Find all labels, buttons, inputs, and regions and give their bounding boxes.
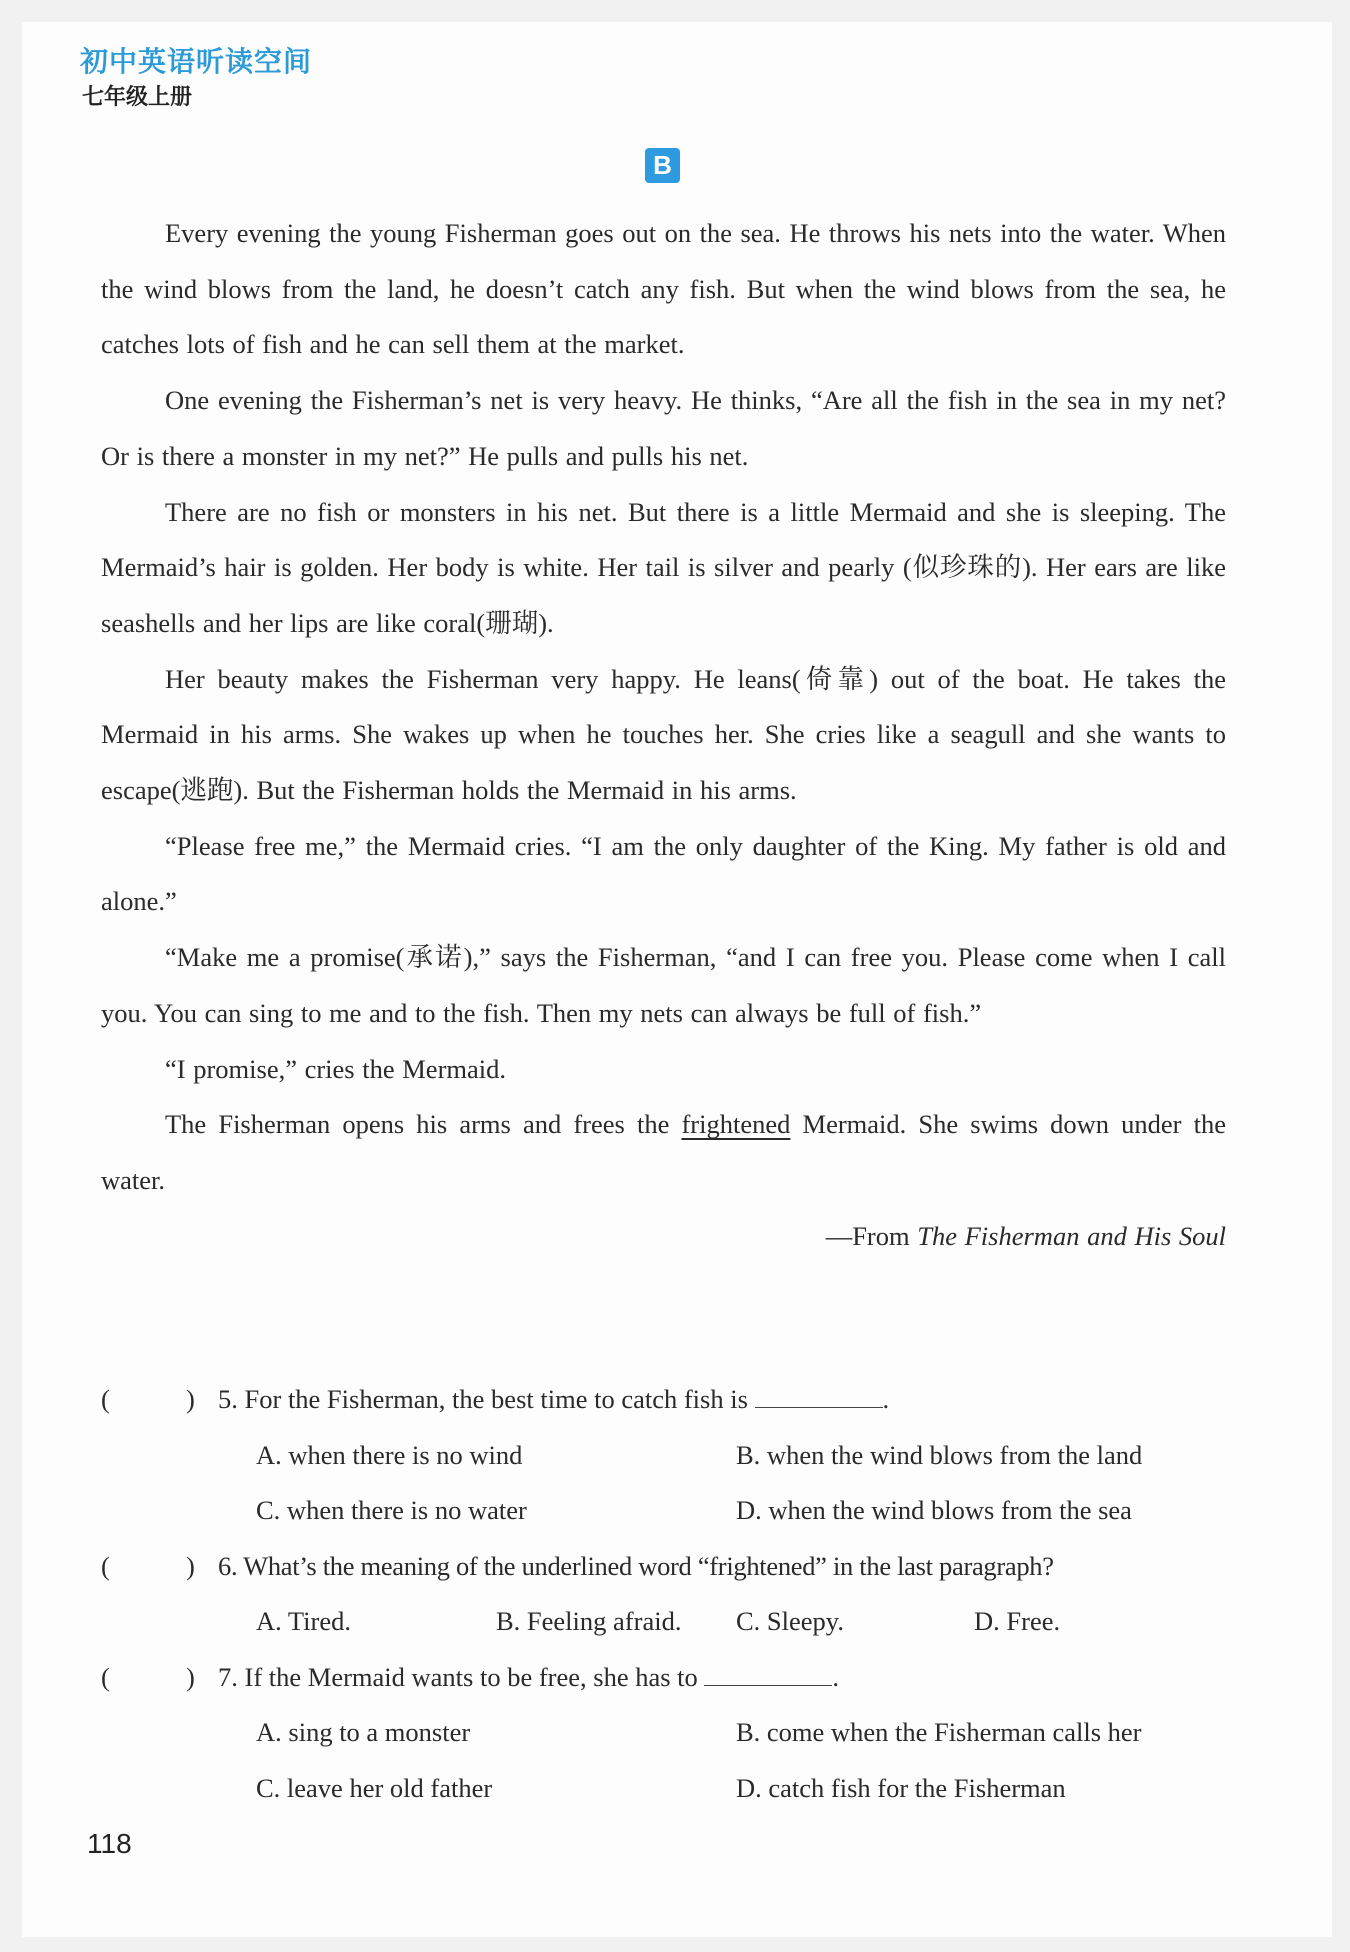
paragraph-8-end: Mermaid. She swims down under the water.	[101, 1109, 1227, 1195]
paragraph-5: “Please free me,” the Mermaid cries. “I am the only daughter of the King. My father is old and alone.”	[101, 830, 1226, 917]
option-c: C. Sleepy.	[736, 1606, 844, 1636]
question-stem	[218, 1372, 889, 1428]
option-b: B. come when the Fisherman calls her	[736, 1717, 1142, 1747]
paragraph-7: “I promise,” cries the Mermaid.	[165, 1053, 507, 1084]
option-a: A. Tired.	[256, 1606, 351, 1636]
answer-paren-close: )	[186, 1661, 195, 1692]
grade-label: 七年级上册	[82, 85, 193, 110]
options-row	[101, 1483, 1226, 1539]
source-title: The Fisherman and His Soul	[917, 1220, 1226, 1251]
series-title: 初中英语听读空间	[80, 45, 313, 78]
option-b: B. when the wind blows from the land	[736, 1439, 1143, 1470]
question-stem: 6. What’s the meaning of the underlined word “frightened” in the last paragraph?	[218, 1550, 1054, 1581]
options-row	[101, 1594, 1226, 1650]
option-d: D. catch fish for the Fisherman	[736, 1772, 1066, 1803]
answer-paren-open: (	[101, 1384, 110, 1414]
paragraph-8-start: The Fisherman opens his arms and frees the	[165, 1109, 670, 1140]
section-badge: B	[645, 148, 680, 183]
paragraph-6: “Make me a promise(承诺),” says the Fisherman, “and I can free you. Please come when I call you. You can sing to me and to the fish. Then my nets can always be full of fish.”	[101, 942, 1226, 1028]
paragraph-1: Every evening the young Fisherman goes out on the sea. He throws his nets into the water. When the wind blows from the land, he doesn’t catch any fish. But when the wind blows from the sea, he catches lots of fish and he can sell them at the market.	[101, 218, 1226, 360]
paragraph-4: Her beauty makes the Fisherman very happy. He leans(倚靠) out of the boat. He takes the Mermaid in his arms. She wakes up when he touches her. She cries like a seagull and she wants to escape(逃跑). But the Fisherman holds the Mermaid in his arms.	[101, 663, 1226, 806]
answer-paren-close: )	[186, 1550, 195, 1581]
question-list	[101, 1372, 1226, 1816]
option-a: A. when there is no wind	[256, 1439, 523, 1470]
options-row	[101, 1428, 1226, 1484]
question-5	[101, 1372, 1226, 1428]
page-number: 118	[87, 1828, 132, 1859]
answer-paren-close: )	[186, 1384, 195, 1414]
paragraph-8	[101, 1097, 1226, 1208]
underlined-word: frightened	[681, 1109, 791, 1140]
answer-blank	[755, 1383, 883, 1408]
option-a: A. sing to a monster	[256, 1717, 471, 1747]
option-d: D. when the wind blows from the sea	[736, 1495, 1132, 1525]
question-stem-start: 7. If the Mermaid wants to be free, she has to	[218, 1661, 698, 1692]
source-prefix: —From	[825, 1220, 910, 1251]
question-6	[101, 1539, 1226, 1595]
question-stem-start: 5. For the Fisherman, the best time to catch fish is	[218, 1384, 748, 1414]
paragraph-3: There are no fish or monsters in his net. But there is a little Mermaid and she is sleeping. The Mermaid’s hair is golden. Her body is white. Her tail is silver and pearly (似珍珠的). Her ears are like seashells and her lips are like coral(珊瑚).	[101, 496, 1226, 638]
option-c: C. leave her old father	[256, 1772, 493, 1803]
paragraph-2: One evening the Fisherman’s net is very heavy. He thinks, “Are all the fish in the sea in my net? Or is there a monster in my net?” He pulls and pulls his net.	[101, 385, 1226, 471]
question-stem	[218, 1650, 839, 1706]
option-c: C. when there is no water	[256, 1495, 527, 1525]
answer-paren-open: (	[101, 1661, 110, 1692]
reading-passage	[101, 206, 1226, 1264]
question-stem-end: .	[882, 1384, 890, 1414]
answer-blank	[704, 1661, 832, 1686]
options-row	[101, 1761, 1226, 1817]
question-stem-end: .	[832, 1661, 840, 1692]
options-row	[101, 1705, 1226, 1761]
question-7	[101, 1650, 1226, 1706]
option-d: D. Free.	[974, 1606, 1061, 1636]
option-b: B. Feeling afraid.	[496, 1606, 682, 1636]
answer-paren-open: (	[101, 1550, 110, 1581]
passage-source	[101, 1209, 1226, 1265]
